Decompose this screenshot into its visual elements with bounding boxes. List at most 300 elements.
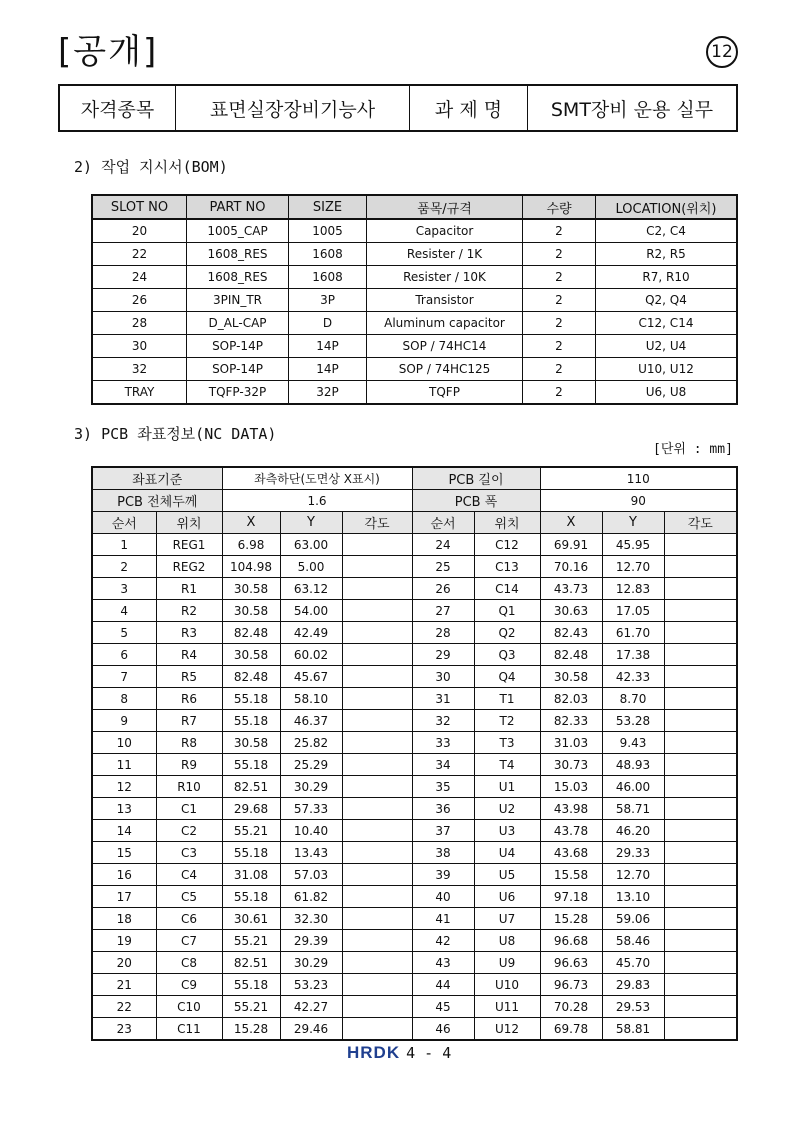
nc-cell: 17 [92, 886, 156, 908]
nc-cell: 5.00 [280, 556, 342, 578]
nc-cell [342, 732, 412, 754]
nc-cell: 25.82 [280, 732, 342, 754]
nc-cell: 82.48 [222, 666, 280, 688]
nc-cell: T3 [474, 732, 540, 754]
bom-cell: 2 [523, 381, 596, 405]
bom-col-header: SLOT NO [92, 195, 187, 219]
nc-cell: 46.20 [602, 820, 664, 842]
nc-row [92, 1018, 737, 1041]
nc-cell: 21 [92, 974, 156, 996]
bom-cell: C12, C14 [596, 312, 738, 335]
bom-cell: U6, U8 [596, 381, 738, 405]
nc-data-table [91, 466, 738, 1041]
nc-row [92, 534, 737, 556]
nc-cell: R1 [156, 578, 222, 600]
nc-cell: 6 [92, 644, 156, 666]
nc-cell [664, 710, 737, 732]
nc-cell: 33 [412, 732, 474, 754]
nc-cell [664, 996, 737, 1018]
nc-row [92, 952, 737, 974]
task-name-value: SMT장비 운용 실무 [528, 85, 738, 131]
nc-cell [664, 908, 737, 930]
nc-cell: 29.39 [280, 930, 342, 952]
bom-cell: 26 [92, 289, 187, 312]
nc-cell: 43.78 [540, 820, 602, 842]
nc-cell: 3 [92, 578, 156, 600]
nc-cell: 18 [92, 908, 156, 930]
nc-cell: 29.53 [602, 996, 664, 1018]
nc-cell: 30.29 [280, 952, 342, 974]
bom-cell: 32 [92, 358, 187, 381]
nc-cell: 7 [92, 666, 156, 688]
nc-cell: 20 [92, 952, 156, 974]
nc-cell: 19 [92, 930, 156, 952]
bom-row [92, 219, 737, 243]
exam-field-label: 자격종목 [59, 85, 176, 131]
nc-cell: 27 [412, 600, 474, 622]
nc-col-header: Y [280, 512, 342, 534]
nc-cell: 15 [92, 842, 156, 864]
bom-cell: 20 [92, 219, 187, 243]
nc-cell [342, 754, 412, 776]
nc-cell: 55.21 [222, 930, 280, 952]
nc-row [92, 996, 737, 1018]
nc-cell [664, 842, 737, 864]
bom-row [92, 312, 737, 335]
nc-row [92, 732, 737, 754]
nc-cell: U3 [474, 820, 540, 842]
bom-row [92, 335, 737, 358]
bom-cell: 32P [289, 381, 367, 405]
bom-cell: 14P [289, 358, 367, 381]
nc-cell [342, 974, 412, 996]
nc-row [92, 974, 737, 996]
nc-cell: 53.23 [280, 974, 342, 996]
page-footer [347, 1043, 451, 1063]
nc-cell: 39 [412, 864, 474, 886]
nc-cell: 96.63 [540, 952, 602, 974]
bom-col-header: LOCATION(위치) [596, 195, 738, 219]
nc-cell: 25.29 [280, 754, 342, 776]
nc-cell [342, 886, 412, 908]
bom-cell: D_AL-CAP [187, 312, 289, 335]
bom-cell: TRAY [92, 381, 187, 405]
nc-cell: 45.70 [602, 952, 664, 974]
nc-cell: 15.58 [540, 864, 602, 886]
nc-cell [342, 952, 412, 974]
nc-cell [342, 996, 412, 1018]
nc-row [92, 622, 737, 644]
bom-cell: Transistor [367, 289, 523, 312]
nc-cell: 53.28 [602, 710, 664, 732]
nc-cell: 61.82 [280, 886, 342, 908]
nc-cell: 9.43 [602, 732, 664, 754]
bom-cell: 30 [92, 335, 187, 358]
nc-cell: 63.12 [280, 578, 342, 600]
nc-cell: 14 [92, 820, 156, 842]
nc-cell: 29 [412, 644, 474, 666]
nc-cell: 43.98 [540, 798, 602, 820]
nc-col-header: X [540, 512, 602, 534]
nc-cell [342, 578, 412, 600]
nc-cell: C9 [156, 974, 222, 996]
pcb-length-value: 110 [540, 467, 737, 490]
nc-cell [664, 556, 737, 578]
bom-cell: 2 [523, 335, 596, 358]
nc-cell: REG2 [156, 556, 222, 578]
bom-section-title: 2) 작업 지시서(BOM) [74, 158, 228, 176]
nc-cell: R8 [156, 732, 222, 754]
nc-cell: 15.03 [540, 776, 602, 798]
unit-note: [단위 : mm] [653, 442, 733, 457]
nc-row [92, 930, 737, 952]
bom-cell: 2 [523, 219, 596, 243]
nc-cell: 36 [412, 798, 474, 820]
nc-cell: 82.48 [540, 644, 602, 666]
nc-cell: Q3 [474, 644, 540, 666]
nc-cell: C4 [156, 864, 222, 886]
bom-cell: TQFP-32P [187, 381, 289, 405]
nc-row [92, 886, 737, 908]
nc-cell: 12.70 [602, 864, 664, 886]
nc-cell: U5 [474, 864, 540, 886]
bom-cell: 2 [523, 289, 596, 312]
nc-cell: 43.73 [540, 578, 602, 600]
task-name-label: 과 제 명 [410, 85, 528, 131]
nc-cell [664, 798, 737, 820]
bom-col-header: 수량 [523, 195, 596, 219]
nc-cell: 30 [412, 666, 474, 688]
nc-cell [664, 776, 737, 798]
bom-col-header: SIZE [289, 195, 367, 219]
nc-cell: 12.83 [602, 578, 664, 600]
nc-cell: 30.73 [540, 754, 602, 776]
nc-col-header: Y [602, 512, 664, 534]
bom-row [92, 381, 737, 405]
nc-cell [664, 864, 737, 886]
bom-cell: Q2, Q4 [596, 289, 738, 312]
nc-cell [342, 930, 412, 952]
nc-cell: 41 [412, 908, 474, 930]
bom-cell: 2 [523, 358, 596, 381]
nc-cell [664, 952, 737, 974]
nc-cell: 42.49 [280, 622, 342, 644]
nc-cell: 31.03 [540, 732, 602, 754]
pcb-width-value: 90 [540, 490, 737, 512]
nc-cell [664, 600, 737, 622]
nc-cell [342, 666, 412, 688]
bom-row [92, 289, 737, 312]
bom-cell: U2, U4 [596, 335, 738, 358]
nc-cell: 30.58 [222, 732, 280, 754]
nc-cell: 46.37 [280, 710, 342, 732]
nc-cell [664, 820, 737, 842]
nc-cell: Q4 [474, 666, 540, 688]
nc-cell: 8 [92, 688, 156, 710]
bom-cell: Resister / 1K [367, 243, 523, 266]
bom-cell: R2, R5 [596, 243, 738, 266]
origin-value: 좌측하단(도면상 X표시) [222, 467, 412, 490]
exam-info-table [58, 84, 738, 132]
document-status-title: [공개] [58, 32, 159, 72]
nc-row [92, 578, 737, 600]
nc-cell: 30.63 [540, 600, 602, 622]
nc-cell [664, 644, 737, 666]
nc-cell: 46.00 [602, 776, 664, 798]
nc-cell: 25 [412, 556, 474, 578]
footer-page-number: 4 - 4 [406, 1044, 452, 1062]
nc-cell [664, 974, 737, 996]
bom-cell: 2 [523, 312, 596, 335]
nc-col-header: 각도 [342, 512, 412, 534]
bom-cell: SOP-14P [187, 335, 289, 358]
nc-cell: 11 [92, 754, 156, 776]
nc-cell: 13.10 [602, 886, 664, 908]
hrdk-logo: HRDK [347, 1043, 401, 1062]
bom-cell: 1608 [289, 243, 367, 266]
nc-cell: 22 [92, 996, 156, 1018]
page-number-circle: 12 [706, 36, 738, 68]
nc-cell: 30.29 [280, 776, 342, 798]
nc-cell: C7 [156, 930, 222, 952]
nc-row [92, 864, 737, 886]
bom-cell: TQFP [367, 381, 523, 405]
pcb-thickness-label: PCB 전체두께 [92, 490, 222, 512]
nc-cell: 58.81 [602, 1018, 664, 1041]
nc-cell: 58.46 [602, 930, 664, 952]
nc-cell: 61.70 [602, 622, 664, 644]
nc-cell: C6 [156, 908, 222, 930]
nc-cell: 55.21 [222, 820, 280, 842]
nc-cell: C1 [156, 798, 222, 820]
nc-col-header: 순서 [412, 512, 474, 534]
nc-cell: 12.70 [602, 556, 664, 578]
bom-cell: U10, U12 [596, 358, 738, 381]
nc-cell: 17.38 [602, 644, 664, 666]
nc-cell [342, 842, 412, 864]
nc-cell: 45.67 [280, 666, 342, 688]
nc-cell: C10 [156, 996, 222, 1018]
nc-cell: C13 [474, 556, 540, 578]
nc-cell: R5 [156, 666, 222, 688]
nc-cell [664, 886, 737, 908]
bom-cell: 1608_RES [187, 243, 289, 266]
nc-cell: 58.10 [280, 688, 342, 710]
nc-cell: U2 [474, 798, 540, 820]
nc-cell: 82.51 [222, 776, 280, 798]
nc-cell: 46 [412, 1018, 474, 1041]
nc-cell: U10 [474, 974, 540, 996]
nc-cell: U11 [474, 996, 540, 1018]
nc-cell: 55.18 [222, 688, 280, 710]
nc-cell: 23 [92, 1018, 156, 1041]
nc-cell: 5 [92, 622, 156, 644]
nc-cell: C5 [156, 886, 222, 908]
nc-cell: C12 [474, 534, 540, 556]
nc-cell [342, 908, 412, 930]
bom-col-header: PART NO [187, 195, 289, 219]
nc-cell: C3 [156, 842, 222, 864]
bom-cell: 24 [92, 266, 187, 289]
nc-cell: 29.33 [602, 842, 664, 864]
nc-cell: C14 [474, 578, 540, 600]
nc-cell: T4 [474, 754, 540, 776]
bom-cell: Resister / 10K [367, 266, 523, 289]
bom-body [92, 219, 737, 404]
nc-cell [342, 776, 412, 798]
exam-field-value: 표면실장장비기능사 [176, 85, 410, 131]
nc-cell: 9 [92, 710, 156, 732]
nc-cell: 55.18 [222, 842, 280, 864]
bom-cell: R7, R10 [596, 266, 738, 289]
nc-cell: 104.98 [222, 556, 280, 578]
nc-cell [342, 1018, 412, 1041]
bom-cell: 28 [92, 312, 187, 335]
nc-row [92, 820, 737, 842]
nc-cell [664, 534, 737, 556]
pcb-thickness-value: 1.6 [222, 490, 412, 512]
nc-row [92, 644, 737, 666]
bom-row [92, 243, 737, 266]
nc-cell: 28 [412, 622, 474, 644]
nc-cell: U4 [474, 842, 540, 864]
nc-cell [342, 688, 412, 710]
nc-cell: 82.51 [222, 952, 280, 974]
nc-cell: 29.83 [602, 974, 664, 996]
nc-cell: 37 [412, 820, 474, 842]
nc-cell: 1 [92, 534, 156, 556]
nc-cell: 8.70 [602, 688, 664, 710]
nc-cell: 30.58 [222, 578, 280, 600]
nc-cell: 30.58 [540, 666, 602, 688]
nc-cell [664, 578, 737, 600]
bom-cell: 1005 [289, 219, 367, 243]
bom-cell: SOP / 74HC125 [367, 358, 523, 381]
nc-cell: Q1 [474, 600, 540, 622]
nc-cell [664, 1018, 737, 1041]
nc-cell: T1 [474, 688, 540, 710]
nc-cell: 42.33 [602, 666, 664, 688]
nc-cell: 6.98 [222, 534, 280, 556]
nc-body [92, 534, 737, 1041]
nc-cell: 82.43 [540, 622, 602, 644]
nc-row [92, 776, 737, 798]
nc-col-header: 위치 [474, 512, 540, 534]
nc-cell: 29.46 [280, 1018, 342, 1041]
nc-cell: 57.03 [280, 864, 342, 886]
nc-cell: 30.58 [222, 600, 280, 622]
nc-cell [342, 644, 412, 666]
nc-cell: 34 [412, 754, 474, 776]
nc-cell: U12 [474, 1018, 540, 1041]
nc-row [92, 798, 737, 820]
nc-cell [342, 600, 412, 622]
nc-row [92, 754, 737, 776]
origin-label: 좌표기준 [92, 467, 222, 490]
bom-cell: SOP / 74HC14 [367, 335, 523, 358]
bom-cell: Capacitor [367, 219, 523, 243]
nc-cell: 97.18 [540, 886, 602, 908]
nc-cell: T2 [474, 710, 540, 732]
nc-cell: 42 [412, 930, 474, 952]
nc-cell: R2 [156, 600, 222, 622]
nc-cell: 43.68 [540, 842, 602, 864]
nc-cell: U1 [474, 776, 540, 798]
bom-cell: Aluminum capacitor [367, 312, 523, 335]
nc-cell: 55.18 [222, 710, 280, 732]
nc-cell: 96.73 [540, 974, 602, 996]
nc-cell: 29.68 [222, 798, 280, 820]
nc-cell: U7 [474, 908, 540, 930]
nc-cell: 35 [412, 776, 474, 798]
bom-header-row [92, 195, 737, 219]
nc-cell: 58.71 [602, 798, 664, 820]
pcb-length-label: PCB 길이 [412, 467, 540, 490]
nc-row [92, 688, 737, 710]
nc-cell: C2 [156, 820, 222, 842]
bom-row [92, 266, 737, 289]
nc-col-header: 순서 [92, 512, 156, 534]
nc-cell: 69.91 [540, 534, 602, 556]
bom-col-header: 품목/규격 [367, 195, 523, 219]
nc-cell [342, 710, 412, 732]
nc-cell: 69.78 [540, 1018, 602, 1041]
nc-cell: 2 [92, 556, 156, 578]
nc-cell [664, 754, 737, 776]
nc-cell: 45 [412, 996, 474, 1018]
nc-cell: 17.05 [602, 600, 664, 622]
nc-cell: 70.16 [540, 556, 602, 578]
nc-cell: 82.33 [540, 710, 602, 732]
nc-cell: 42.27 [280, 996, 342, 1018]
nc-cell [342, 798, 412, 820]
nc-cell: R9 [156, 754, 222, 776]
bom-cell: 2 [523, 266, 596, 289]
nc-cell: 24 [412, 534, 474, 556]
nc-cell: 10 [92, 732, 156, 754]
nc-cell [664, 930, 737, 952]
nc-cell [342, 556, 412, 578]
nc-cell: 12 [92, 776, 156, 798]
nc-cell: 55.18 [222, 754, 280, 776]
bom-row [92, 358, 737, 381]
nc-cell: 44 [412, 974, 474, 996]
nc-cell [664, 666, 737, 688]
nc-cell: 96.68 [540, 930, 602, 952]
nc-cell: 30.58 [222, 644, 280, 666]
nc-cell: 40 [412, 886, 474, 908]
nc-cell: C8 [156, 952, 222, 974]
bom-cell: SOP-14P [187, 358, 289, 381]
nc-cell: 43 [412, 952, 474, 974]
nc-cell: U9 [474, 952, 540, 974]
nc-cell: 4 [92, 600, 156, 622]
nc-cell: 30.61 [222, 908, 280, 930]
nc-cell: 26 [412, 578, 474, 600]
nc-cell: C11 [156, 1018, 222, 1041]
nc-cell: R10 [156, 776, 222, 798]
nc-row [92, 710, 737, 732]
pcb-width-label: PCB 폭 [412, 490, 540, 512]
nc-cell: 55.18 [222, 886, 280, 908]
nc-cell: 13 [92, 798, 156, 820]
nc-cell: Q2 [474, 622, 540, 644]
nc-row [92, 556, 737, 578]
nc-cell [342, 864, 412, 886]
nc-cell: 32.30 [280, 908, 342, 930]
nc-cell: R3 [156, 622, 222, 644]
nc-cell: 38 [412, 842, 474, 864]
